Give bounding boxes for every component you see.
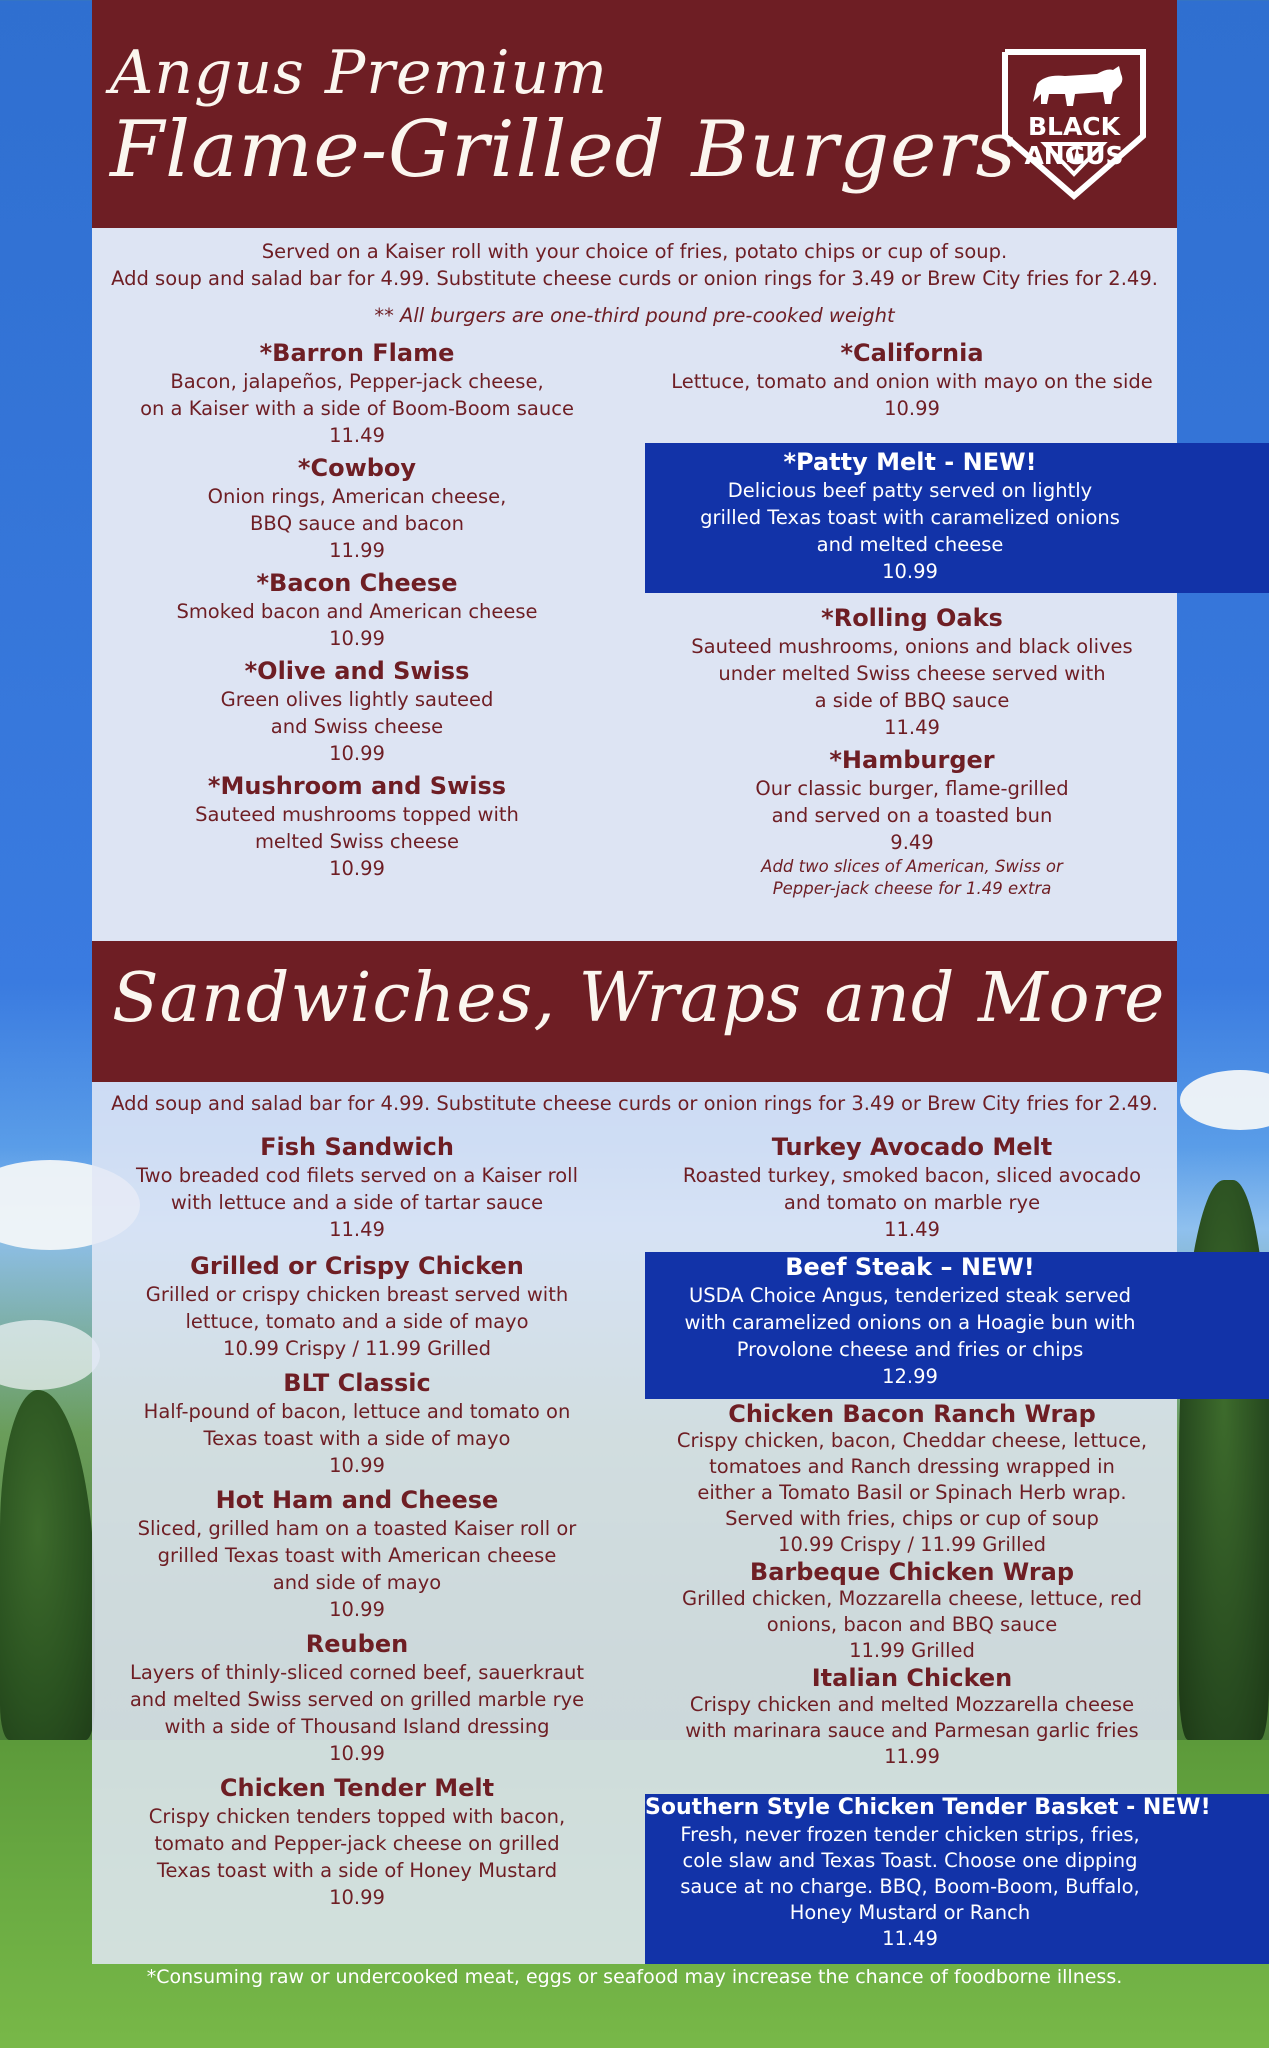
menu-item bbox=[92, 656, 622, 767]
menu-item bbox=[92, 338, 622, 449]
menu-item bbox=[647, 1400, 1177, 1558]
item-price: 10.99 Crispy / 11.99 Grilled bbox=[223, 1337, 491, 1360]
sandwiches-right-lower bbox=[647, 1400, 1177, 1770]
menu-item bbox=[92, 453, 622, 564]
item-price: 11.49 bbox=[329, 424, 385, 447]
burgers-intro-line2: Add soup and salad bar for 4.99. Substitute cheese curds or onion rings for 3.49 or Brew City fries for 2.49. bbox=[111, 267, 1158, 290]
item-desc: Lettuce, tomato and onion with mayo on the side bbox=[671, 370, 1153, 393]
menu-item bbox=[92, 1132, 622, 1243]
item-desc: Crispy chicken tenders topped with bacon, tomato and Pepper-jack cheese on grilled Texas toast with a side of Honey Mustard bbox=[148, 1805, 566, 1882]
item-desc: Sauteed mushrooms topped with melted Swiss cheese bbox=[195, 803, 519, 853]
burgers-item-patty-melt-highlight bbox=[645, 443, 1269, 593]
burgers-note: ** All burgers are one-third pound pre-cooked weight bbox=[374, 304, 895, 327]
sandwiches-item-turkey bbox=[647, 1132, 1177, 1243]
item-desc: Grilled or crispy chicken breast served with lettuce, tomato and a side of mayo bbox=[145, 1283, 569, 1333]
item-price: 11.99 bbox=[884, 1745, 940, 1768]
logo-text: BLACK ANGUS bbox=[1024, 112, 1124, 170]
menu-item bbox=[92, 1251, 622, 1362]
burgers-right-lower bbox=[647, 603, 1177, 900]
item-desc: Layers of thinly-sliced corned beef, sauerkraut and melted Swiss served on grilled marble rye with a side of Thousand Island dressing bbox=[129, 1661, 585, 1738]
item-name: *Olive and Swiss bbox=[244, 657, 470, 685]
item-price: 10.99 bbox=[329, 742, 385, 765]
item-price: 11.49 bbox=[882, 1927, 938, 1950]
burgers-title-line2: Flame-Grilled Burgers bbox=[110, 105, 1017, 195]
burgers-panel bbox=[92, 228, 1177, 941]
item-name: Reuben bbox=[305, 1630, 409, 1658]
item-name: Beef Steak – NEW! bbox=[785, 1253, 1035, 1281]
sandwiches-left-column bbox=[92, 1132, 622, 1911]
item-desc: Our classic burger, flame-grilled and served on a toasted bun bbox=[755, 777, 1069, 827]
menu-item bbox=[647, 603, 1177, 741]
item-desc: Sliced, grilled ham on a toasted Kaiser roll or grilled Texas toast with American cheese and side of mayo bbox=[137, 1517, 577, 1594]
item-name: Chicken Tender Melt bbox=[219, 1774, 495, 1802]
item-name: *Rolling Oaks bbox=[821, 604, 1003, 632]
item-price: 10.99 bbox=[329, 857, 385, 880]
sandwiches-header bbox=[92, 941, 1177, 1082]
item-desc: USDA Choice Angus, tenderized steak served with caramelized onions on a Hoagie bun with Provolone cheese and fries or chips bbox=[684, 1284, 1136, 1361]
item-price: 10.99 bbox=[884, 397, 940, 420]
item-name: Grilled or Crispy Chicken bbox=[190, 1252, 524, 1280]
item-name: Southern Style Chicken Tender Basket - NEW! bbox=[645, 1795, 1211, 1820]
menu-item bbox=[647, 1664, 1177, 1770]
item-desc: Crispy chicken, bacon, Cheddar cheese, lettuce, tomatoes and Ranch dressing wrapped in either a Tomato Basil or Spinach Herb wrap. Served with fries, chips or cup of soup bbox=[676, 1429, 1148, 1530]
item-desc: Grilled chicken, Mozzarella cheese, lettuce, red onions, bacon and BBQ sauce bbox=[681, 1587, 1143, 1636]
item-price: 11.99 Grilled bbox=[849, 1639, 975, 1662]
burgers-title-line1: Angus Premium bbox=[110, 38, 609, 108]
item-desc: Bacon, jalapeños, Pepper-jack cheese, on a Kaiser with a side of Boom-Boom sauce bbox=[140, 370, 574, 420]
item-desc: Roasted turkey, smoked bacon, sliced avocado and tomato on marble rye bbox=[682, 1164, 1142, 1214]
cloud bbox=[0, 1320, 100, 1390]
menu-item bbox=[92, 568, 622, 652]
item-extra-note: Add two slices of American, Swiss or Pepper-jack cheese for 1.49 extra bbox=[761, 857, 1063, 898]
food-safety-disclaimer: *Consuming raw or undercooked meat, eggs or seafood may increase the chance of foodborne illness. bbox=[146, 1966, 1123, 1988]
tree-left bbox=[0, 1390, 95, 1740]
burgers-intro bbox=[92, 238, 1177, 329]
item-name: Italian Chicken bbox=[811, 1664, 1013, 1692]
item-name: Chicken Bacon Ranch Wrap bbox=[728, 1400, 1096, 1428]
black-angus-logo bbox=[985, 44, 1163, 204]
item-name: *California bbox=[840, 339, 984, 367]
item-price: 10.99 bbox=[329, 627, 385, 650]
item-name: Turkey Avocado Melt bbox=[771, 1133, 1053, 1161]
item-price: 11.49 bbox=[884, 1218, 940, 1241]
burgers-item-california bbox=[647, 338, 1177, 422]
sandwiches-title: Sandwiches, Wraps and More bbox=[112, 959, 1166, 1038]
item-price: 11.49 bbox=[884, 716, 940, 739]
sandwiches-intro: Add soup and salad bar for 4.99. Substitute cheese curds or onion rings for 3.49 or Brew City fries for 2.49. bbox=[111, 1092, 1158, 1115]
item-desc: Onion rings, American cheese, BBQ sauce and bacon bbox=[207, 485, 507, 535]
item-price: 11.49 bbox=[329, 1218, 385, 1241]
item-desc: Half-pound of bacon, lettuce and tomato on Texas toast with a side of mayo bbox=[143, 1400, 571, 1450]
item-name: *Mushroom and Swiss bbox=[207, 772, 507, 800]
menu-item bbox=[92, 1485, 622, 1623]
cloud bbox=[1180, 1070, 1269, 1130]
item-price: 10.99 bbox=[329, 1886, 385, 1909]
item-price: 12.99 bbox=[882, 1365, 938, 1388]
menu-item bbox=[92, 1368, 622, 1479]
sandwiches-panel bbox=[92, 1082, 1211, 1964]
sandwiches-item-tender-basket-highlight bbox=[645, 1794, 1269, 1964]
menu-item bbox=[92, 1773, 622, 1911]
item-desc: Fresh, never frozen tender chicken strips, fries, cole slaw and Texas Toast. Choose one dipping sauce at no charge. BBQ, Boom-Boom, Buffalo, Honey Mustard or Ranch bbox=[680, 1823, 1140, 1924]
item-desc: Delicious beef patty served on lightly grilled Texas toast with caramelized onions and melted cheese bbox=[700, 479, 1120, 556]
item-name: *Hamburger bbox=[829, 746, 995, 774]
item-desc: Smoked bacon and American cheese bbox=[176, 600, 538, 623]
item-price: 10.99 bbox=[329, 1454, 385, 1477]
item-price: 10.99 Crispy / 11.99 Grilled bbox=[778, 1533, 1046, 1556]
menu-item bbox=[647, 1558, 1177, 1664]
menu-item bbox=[647, 745, 1177, 900]
item-price: 10.99 bbox=[329, 1742, 385, 1765]
menu-item bbox=[92, 771, 622, 882]
item-name: Hot Ham and Cheese bbox=[215, 1486, 499, 1514]
item-name: BLT Classic bbox=[283, 1369, 431, 1397]
item-name: Barbeque Chicken Wrap bbox=[749, 1558, 1075, 1586]
burgers-left-column bbox=[92, 338, 622, 882]
item-desc: Sauteed mushrooms, onions and black olives under melted Swiss cheese served with a side of BBQ sauce bbox=[691, 635, 1133, 712]
item-desc: Crispy chicken and melted Mozzarella cheese with marinara sauce and Parmesan garlic fries bbox=[685, 1693, 1139, 1742]
item-price: 9.49 bbox=[890, 831, 934, 854]
burgers-intro-line1: Served on a Kaiser roll with your choice of fries, potato chips or cup of soup. bbox=[261, 240, 1008, 263]
menu-item bbox=[92, 1629, 622, 1767]
item-name: *Barron Flame bbox=[259, 339, 455, 367]
item-name: *Cowboy bbox=[297, 454, 417, 482]
item-desc: Green olives lightly sauteed and Swiss cheese bbox=[220, 688, 494, 738]
item-name: *Bacon Cheese bbox=[256, 569, 458, 597]
item-name: *Patty Melt - NEW! bbox=[783, 448, 1037, 476]
item-price: 10.99 bbox=[882, 560, 938, 583]
item-price: 11.99 bbox=[329, 539, 385, 562]
item-desc: Two breaded cod filets served on a Kaiser roll with lettuce and a side of tartar sauce bbox=[135, 1164, 579, 1214]
item-name: Fish Sandwich bbox=[260, 1133, 454, 1161]
item-price: 10.99 bbox=[329, 1598, 385, 1621]
sandwiches-item-beef-steak-highlight bbox=[645, 1252, 1269, 1399]
